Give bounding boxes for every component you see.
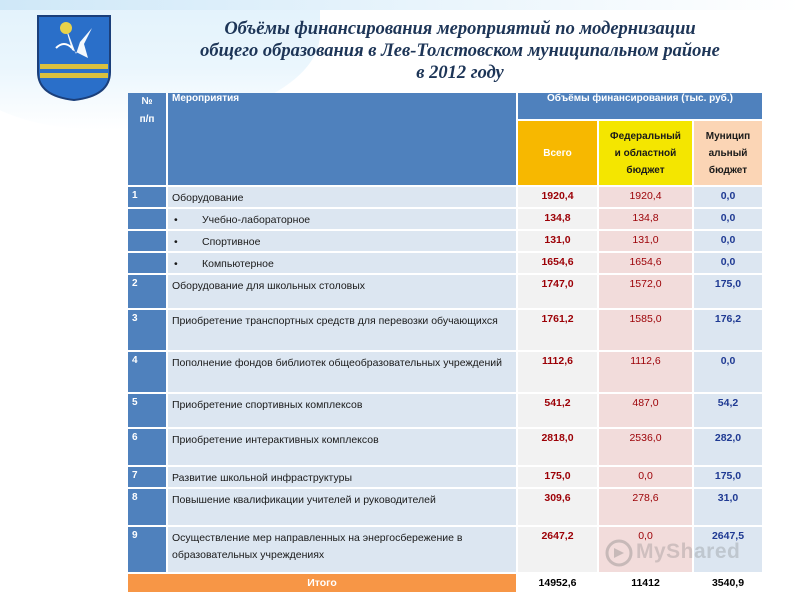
row-value-federal: 1920,4 [599, 187, 694, 209]
row-value-federal: 1585,0 [599, 310, 694, 352]
row-measure-name [168, 352, 518, 394]
row-measure-label: Учебно-лабораторное [202, 214, 311, 226]
row-value-municipal: 282,0 [694, 429, 764, 467]
row-value-total: 1112,6 [518, 352, 599, 394]
header-municipal-line-1: Муницип [705, 130, 751, 142]
row-value-federal: 1112,6 [599, 352, 694, 394]
row-value-municipal: 175,0 [694, 467, 764, 489]
row-value-total: 541,2 [518, 394, 599, 429]
table-row [128, 352, 764, 394]
total-value-federal: 11412 [599, 574, 694, 594]
row-measure-name [168, 467, 518, 489]
title-line-2: общего образования в Лев-Толстовском муниципальном районе [200, 41, 720, 61]
title-line-3: в 2012 году [416, 63, 504, 83]
row-value-total: 131,0 [518, 231, 599, 253]
row-measure-label: Повышение квалификации учителей и руководителей [172, 494, 436, 506]
header-federal-line-3: бюджет [626, 164, 665, 176]
table-row [128, 231, 764, 253]
header-municipal-budget [694, 121, 764, 187]
row-value-total: 2647,2 [518, 527, 599, 574]
total-row [128, 574, 764, 594]
header-measures: Мероприятия [168, 93, 518, 187]
row-measure-name [168, 253, 518, 275]
header-municipal-line-3: бюджет [708, 164, 748, 176]
row-number [128, 231, 168, 253]
row-number: 2 [128, 275, 168, 310]
row-value-municipal: 2647,5 [694, 527, 764, 574]
table-row [128, 394, 764, 429]
row-value-total: 1747,0 [518, 275, 599, 310]
row-number: 4 [128, 352, 168, 394]
row-measure-label: Развитие школьной инфраструктуры [172, 472, 352, 484]
row-measure-name [168, 527, 518, 574]
row-value-municipal: 0,0 [694, 209, 764, 231]
row-measure-name [168, 209, 518, 231]
total-label: Итого [128, 574, 518, 594]
row-measure-label: Оборудование [172, 192, 244, 204]
row-value-federal: 134,8 [599, 209, 694, 231]
myshared-logo-icon [604, 538, 634, 568]
table-row [128, 253, 764, 275]
row-value-municipal: 54,2 [694, 394, 764, 429]
row-measure-label: Осуществление мер направленных на энергосбережение в образовательных учреждениях [172, 532, 463, 561]
row-measure-label: Пополнение фондов библиотек общеобразовательных учреждений [172, 357, 502, 369]
row-measure-name [168, 187, 518, 209]
row-measure-label: Компьютерное [202, 258, 274, 270]
row-value-municipal: 0,0 [694, 187, 764, 209]
row-value-total: 175,0 [518, 467, 599, 489]
row-number: 5 [128, 394, 168, 429]
row-value-total: 1761,2 [518, 310, 599, 352]
header-federal-regional-budget [599, 121, 694, 187]
row-value-total: 134,8 [518, 209, 599, 231]
row-number: 1 [128, 187, 168, 209]
row-number [128, 253, 168, 275]
row-value-total: 2818,0 [518, 429, 599, 467]
row-measure-label: Оборудование для школьных столовых [172, 280, 366, 292]
row-value-federal: 487,0 [599, 394, 694, 429]
row-value-federal: 0,0 [599, 527, 694, 574]
top-gradient-strip [0, 0, 800, 10]
table-row [128, 429, 764, 467]
row-value-federal: 2536,0 [599, 429, 694, 467]
header-total-all: Всего [518, 121, 599, 187]
row-measure-label: Приобретение интерактивных комплексов [172, 434, 379, 446]
row-measure-name [168, 429, 518, 467]
row-measure-name [168, 489, 518, 527]
row-value-total: 1920,4 [518, 187, 599, 209]
row-value-federal: 1572,0 [599, 275, 694, 310]
table-row [128, 467, 764, 489]
row-value-total: 1654,6 [518, 253, 599, 275]
row-value-municipal: 31,0 [694, 489, 764, 527]
row-number [128, 209, 168, 231]
row-number: 9 [128, 527, 168, 574]
table-row [128, 275, 764, 310]
row-measure-name [168, 310, 518, 352]
table-row [128, 187, 764, 209]
header-number-line-1: № [141, 96, 153, 107]
total-value-municipal: 3540,9 [694, 574, 764, 594]
total-value-all: 14952,6 [518, 574, 599, 594]
header-federal-line-2: и областной [614, 147, 677, 159]
watermark-text: MyShared [636, 540, 741, 563]
bullet-icon: • [174, 236, 178, 248]
row-value-federal: 0,0 [599, 467, 694, 489]
coat-of-arms-icon [36, 14, 112, 102]
page-title [128, 18, 792, 84]
table-row [128, 209, 764, 231]
row-value-municipal: 0,0 [694, 253, 764, 275]
row-number: 3 [128, 310, 168, 352]
table-row [128, 310, 764, 352]
row-measure-label: Приобретение транспортных средств для перевозки обучающихся [172, 315, 498, 327]
header-number [128, 93, 168, 187]
header-municipal-line-2: альный [708, 147, 748, 159]
row-value-municipal: 175,0 [694, 275, 764, 310]
table-row [128, 489, 764, 527]
row-value-municipal: 176,2 [694, 310, 764, 352]
row-number: 6 [128, 429, 168, 467]
header-number-line-2: п/п [139, 114, 155, 125]
row-value-total: 309,6 [518, 489, 599, 527]
title-line-1: Объёмы финансирования мероприятий по модернизации [224, 19, 696, 39]
row-measure-name [168, 394, 518, 429]
header-row-1 [128, 93, 764, 121]
row-measure-name [168, 275, 518, 310]
row-value-federal: 278,6 [599, 489, 694, 527]
bullet-icon: • [174, 214, 178, 226]
row-measure-label: Приобретение спортивных комплексов [172, 399, 363, 411]
row-number: 7 [128, 467, 168, 489]
row-value-municipal: 0,0 [694, 352, 764, 394]
row-value-federal: 131,0 [599, 231, 694, 253]
funding-table [128, 93, 764, 594]
bullet-icon: • [174, 258, 178, 270]
row-number: 8 [128, 489, 168, 527]
header-federal-line-1: Федеральный [610, 130, 681, 142]
row-measure-name [168, 231, 518, 253]
header-funding-volumes: Объёмы финансирования (тыс. руб.) [518, 93, 764, 121]
row-value-federal: 1654,6 [599, 253, 694, 275]
row-measure-label: Спортивное [202, 236, 261, 248]
row-value-municipal: 0,0 [694, 231, 764, 253]
